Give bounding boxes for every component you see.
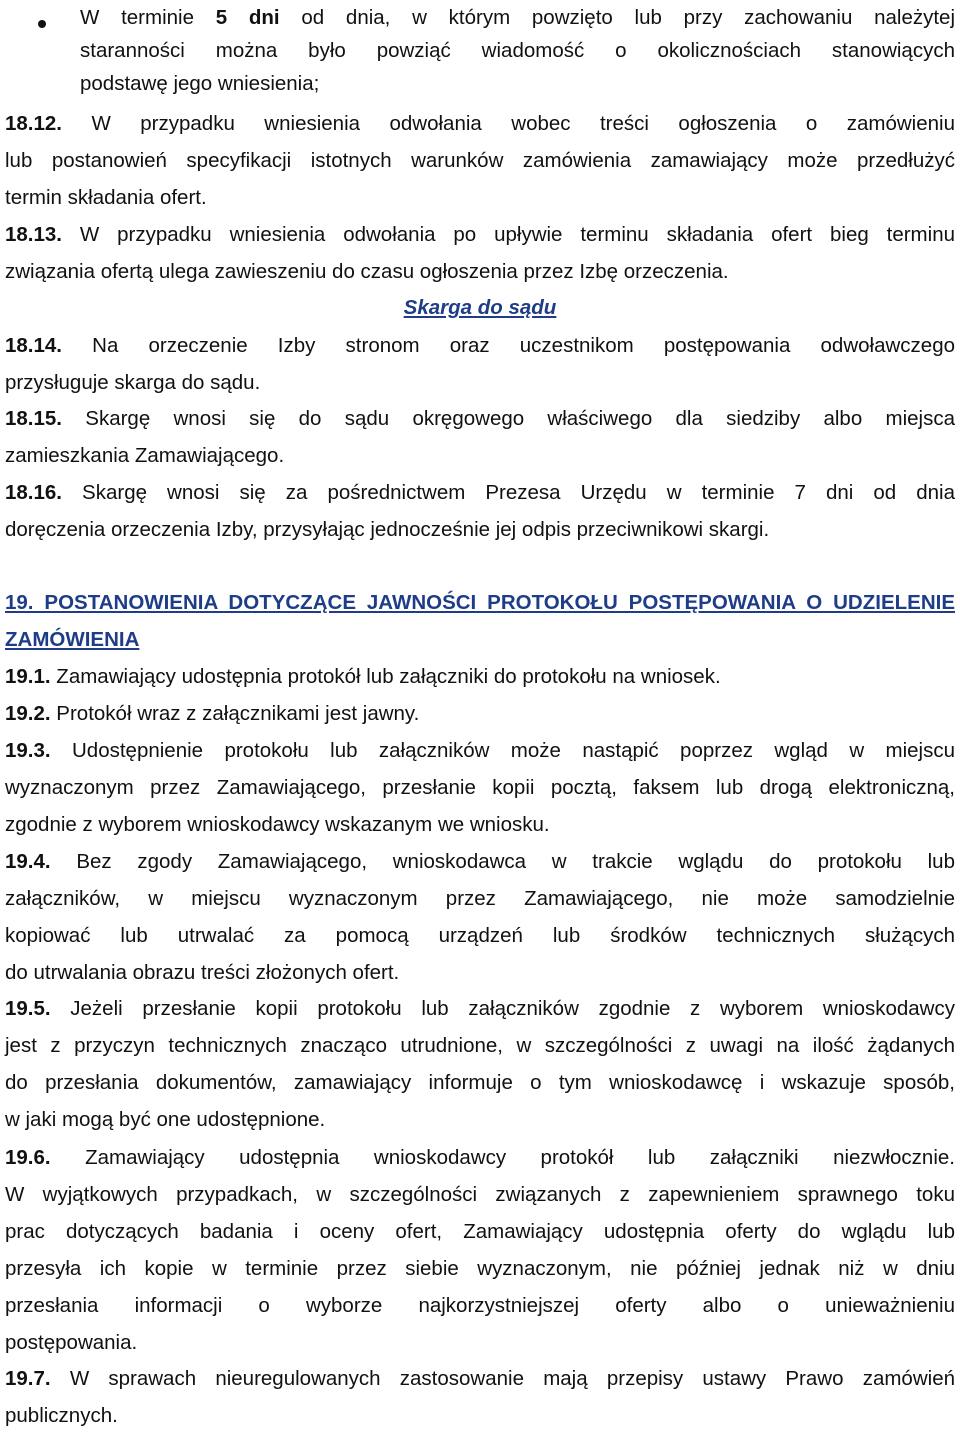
paragraph-line: doręczenia orzeczenia Izby, przysyłając jednocześnie jej odpis przeciwnikowi skargi. <box>5 518 770 541</box>
bullet-line-1: W terminie 5 dni od dnia, w którym powzięto lub przy zachowaniu należytej <box>80 6 956 29</box>
paragraph-line: do przesłania dokumentów, zamawiający informuje o tym wnioskodawcę i wskazuje sposób, <box>5 1071 955 1094</box>
paragraph-line: związania ofertą ulega zawieszeniu do czasu ogłoszenia przez Izbę orzeczenia. <box>5 260 729 283</box>
paragraph-line: publicznych. <box>5 1404 118 1427</box>
bullet-line-3: podstawę jego wniesienia; <box>80 72 320 95</box>
paragraph-18-13: 18.13. W przypadku wniesienia odwołania po upływie terminu składania ofert bieg terminu <box>5 223 955 246</box>
paragraph-19-7: 19.7. W sprawach nieuregulowanych zastosowanie mają przepisy ustawy Prawo zamówień <box>5 1367 955 1390</box>
subheading-skarga: Skarga do sądu <box>403 296 557 319</box>
section-heading-19-cont: ZAMÓWIENIA <box>5 628 140 651</box>
paragraph-line: jest z przyczyn technicznych znacząco utrudnione, w szczególności z uwagi na ilość żądanych <box>5 1034 955 1057</box>
paragraph-line: postępowania. <box>5 1331 138 1354</box>
paragraph-line: przysługuje skarga do sądu. <box>5 371 261 394</box>
paragraph-line: przesyła ich kopie w terminie przez siebie wyznaczonym, nie później jednak niż w dniu <box>5 1257 955 1280</box>
bullet-icon <box>38 20 46 28</box>
bullet-line-2: staranności można było powziąć wiadomość o okolicznościach stanowiących <box>80 39 955 62</box>
paragraph-18-14: 18.14. Na orzeczenie Izby stronom oraz uczestnikom postępowania odwoławczego <box>5 334 955 357</box>
section-heading-19: 19. POSTANOWIENIA DOTYCZĄCE JAWNOŚCI PROTOKOŁU POSTĘPOWANIA O UDZIELENIE <box>5 591 955 614</box>
paragraph-line: wyznaczonym przez Zamawiającego, przesłanie kopii pocztą, faksem lub drogą elektroniczną, <box>5 776 955 799</box>
paragraph-line: termin składania ofert. <box>5 186 207 209</box>
paragraph-19-1: 19.1. Zamawiający udostępnia protokół lub załączniki do protokołu na wniosek. <box>5 665 721 688</box>
paragraph-19-3: 19.3. Udostępnienie protokołu lub załączników może nastąpić poprzez wgląd w miejscu <box>5 739 955 762</box>
paragraph-19-5: 19.5. Jeżeli przesłanie kopii protokołu lub załączników zgodnie z wyborem wnioskodawcy <box>5 997 955 1020</box>
paragraph-19-6: 19.6. Zamawiający udostępnia wnioskodawcy protokół lub załączniki niezwłocznie. <box>5 1146 955 1169</box>
paragraph-18-15: 18.15. Skargę wnosi się do sądu okręgowego właściwego dla siedziby albo miejsca <box>5 407 955 430</box>
paragraph-18-16: 18.16. Skargę wnosi się za pośrednictwem Prezesa Urzędu w terminie 7 dni od dnia <box>5 481 955 504</box>
paragraph-line: zgodnie z wyborem wnioskodawcy wskazanym we wniosku. <box>5 813 550 836</box>
paragraph-line: prac dotyczących badania i oceny ofert, Zamawiający udostępnia oferty do wglądu lub <box>5 1220 955 1243</box>
paragraph-line: W wyjątkowych przypadkach, w szczególności związanych z zapewnieniem sprawnego toku <box>5 1183 955 1206</box>
paragraph-18-12: 18.12. W przypadku wniesienia odwołania wobec treści ogłoszenia o zamówieniu <box>5 112 955 135</box>
paragraph-line: lub postanowień specyfikacji istotnych warunków zamówienia zamawiający może przedłużyć <box>5 149 955 172</box>
paragraph-line: do utrwalania obrazu treści złożonych ofert. <box>5 961 400 984</box>
paragraph-19-2: 19.2. Protokół wraz z załącznikami jest jawny. <box>5 702 420 725</box>
paragraph-19-4: 19.4. Bez zgody Zamawiającego, wnioskodawca w trakcie wglądu do protokołu lub <box>5 850 955 873</box>
paragraph-line: kopiować lub utrwalać za pomocą urządzeń lub środków technicznych służących <box>5 924 955 947</box>
paragraph-line: załączników, w miejscu wyznaczonym przez Zamawiającego, nie może samodzielnie <box>5 887 955 910</box>
paragraph-line: przesłania informacji o wyborze najkorzystniejszej oferty albo o unieważnieniu <box>5 1294 955 1317</box>
paragraph-line: w jaki mogą być one udostępnione. <box>5 1108 326 1131</box>
paragraph-line: zamieszkania Zamawiającego. <box>5 444 285 467</box>
